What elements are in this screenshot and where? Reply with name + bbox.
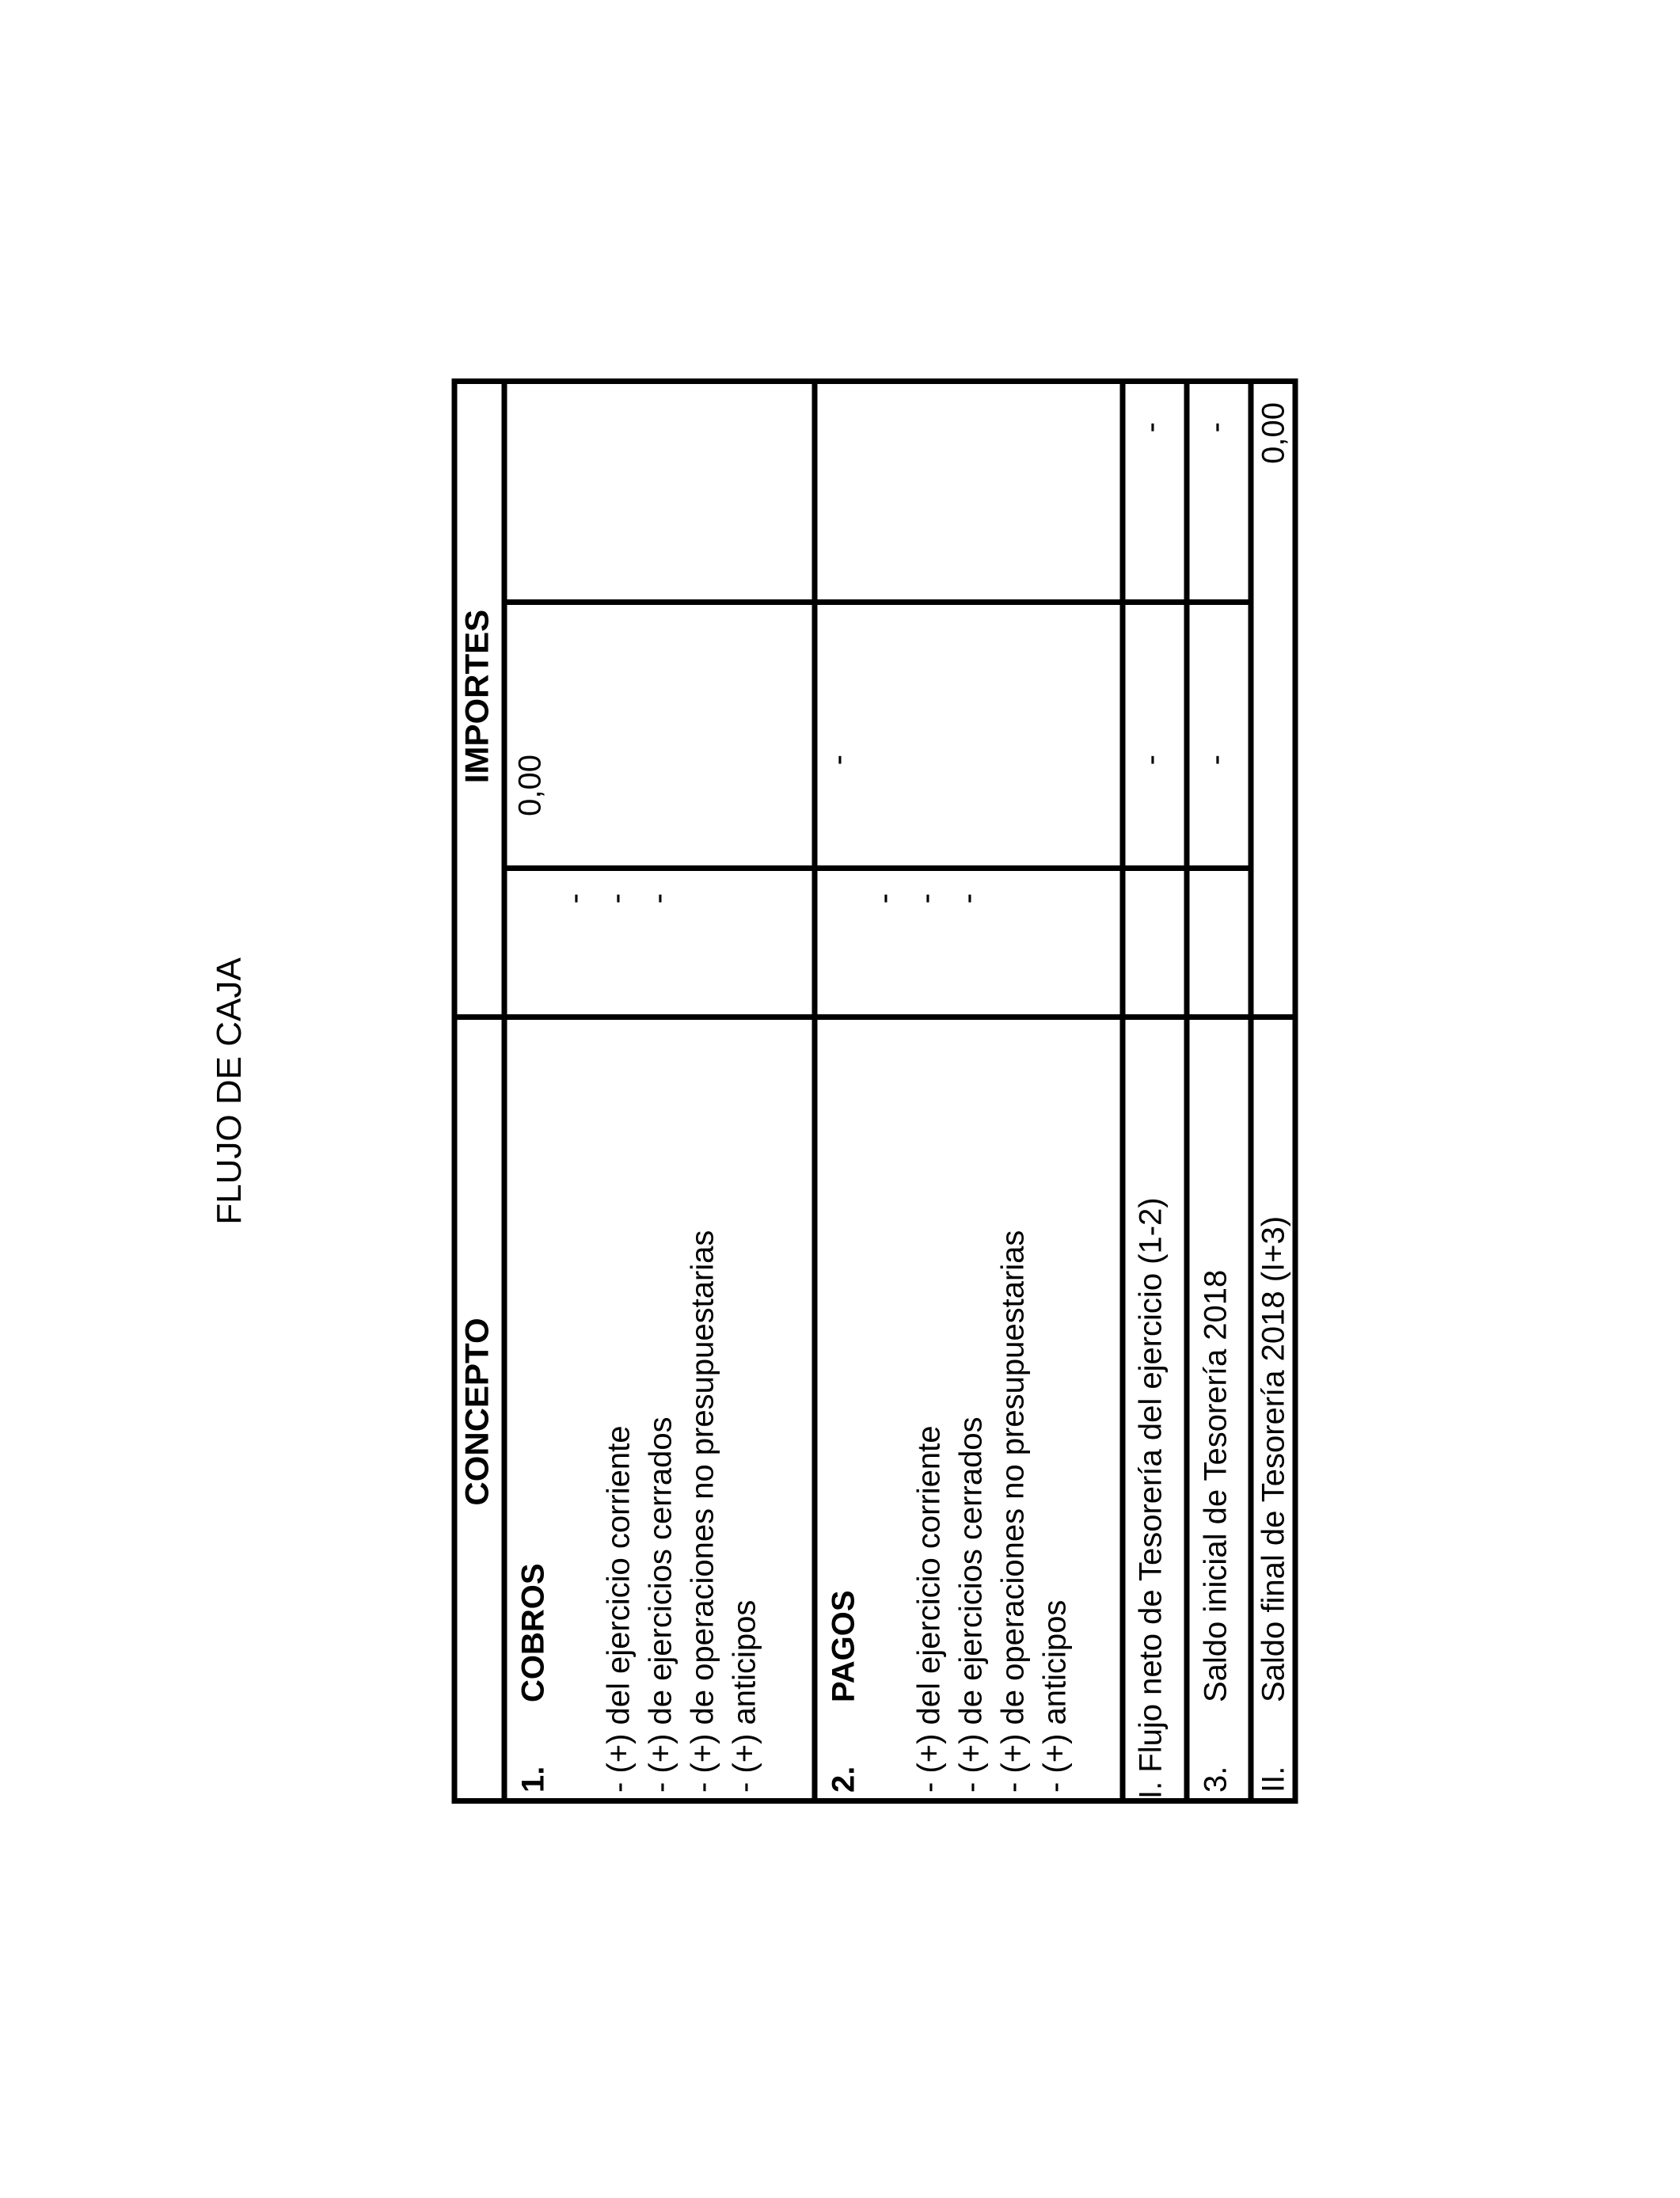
pagos-number: 2. <box>826 1766 861 1793</box>
cobros-number: 1. <box>515 1766 551 1793</box>
flujo-neto-value-right: - <box>1133 422 1169 433</box>
saldo-inicial-value-right: - <box>1198 422 1233 433</box>
pagos-value-cerrados: - <box>908 893 944 904</box>
cobros-label: COBROS <box>515 1563 551 1702</box>
pagos-item-corriente: - (+) del ejercicio corriente <box>911 1425 947 1793</box>
saldo-final-value: 0,00 <box>1256 402 1291 464</box>
saldo-final-rule <box>1249 378 1254 1804</box>
cobros-subtotal: 0,00 <box>512 755 548 816</box>
page-title: FLUJO DE CAJA <box>210 957 249 1225</box>
pagos-item-anticipos: - (+) anticipos <box>1037 1599 1073 1793</box>
flujo-saldo-rule <box>1184 378 1190 1804</box>
pagos-subtotal: - <box>820 755 856 766</box>
pagos-value-corriente: - <box>866 893 902 904</box>
cash-flow-table <box>452 378 1298 1804</box>
header-importes: IMPORTES <box>458 609 496 784</box>
saldo-final-label: Saldo final de Tesorería 2018 (I+3) <box>1256 1215 1291 1702</box>
saldo-final-number: II. <box>1256 1766 1291 1793</box>
pagos-item-no-presupuestarias: - (+) de operaciones no presupuestarias <box>995 1230 1031 1793</box>
subtotal-total-divider <box>502 599 1249 605</box>
flujo-neto-label: I. Flujo neto de Tesorería del ejercicio (1-2) <box>1133 1197 1169 1799</box>
pagos-label: PAGOS <box>826 1590 861 1702</box>
pagos-flujo-rule <box>1120 378 1126 1804</box>
header-rule <box>502 378 507 1804</box>
saldo-inicial-label: Saldo inicial de Tesorería 2018 <box>1198 1269 1233 1702</box>
pagos-value-no-presupuestarias: - <box>950 893 986 904</box>
items-subtotal-divider <box>502 865 1249 871</box>
pagos-item-cerrados: - (+) de ejercicios cerrados <box>953 1417 989 1793</box>
cobros-item-corriente: - (+) del ejercicio corriente <box>601 1425 637 1793</box>
table-frame <box>452 378 1298 1804</box>
cobros-pagos-rule <box>812 378 818 1804</box>
cobros-value-cerrados: - <box>599 893 634 904</box>
cobros-item-cerrados: - (+) de ejercicios cerrados <box>643 1417 678 1793</box>
saldo-inicial-number: 3. <box>1198 1766 1233 1793</box>
concepto-importes-divider <box>452 1014 1298 1020</box>
flujo-neto-value-mid: - <box>1133 755 1169 766</box>
cobros-item-anticipos: - (+) anticipos <box>727 1599 762 1793</box>
cobros-item-no-presupuestarias: - (+) de operaciones no presupuestarias <box>685 1230 720 1793</box>
header-concepto: CONCEPTO <box>458 1318 496 1506</box>
cobros-value-no-presupuestarias: - <box>640 893 676 904</box>
saldo-inicial-value-mid: - <box>1198 755 1233 766</box>
cobros-value-corriente: - <box>557 893 592 904</box>
